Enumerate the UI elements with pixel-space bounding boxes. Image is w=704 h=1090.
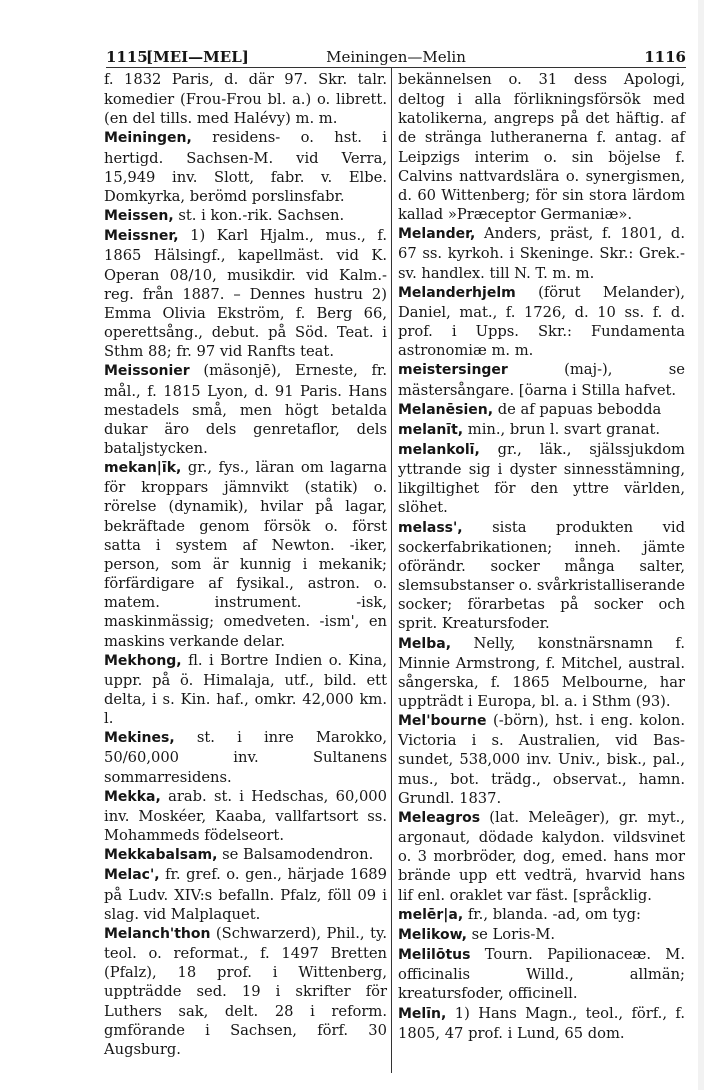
entry-text: se Loris-M. xyxy=(466,925,556,943)
section-range: [MEI—MEL] xyxy=(146,48,249,66)
entry xyxy=(104,651,387,729)
entry xyxy=(398,283,685,361)
entry-text: se Balsamodendron. xyxy=(217,846,374,864)
entry-lemma: Mekhong, xyxy=(104,652,182,669)
right-column xyxy=(398,70,685,1043)
entry xyxy=(398,808,685,905)
page-number-left: 1115 xyxy=(106,48,148,66)
entry-continuation xyxy=(398,70,685,224)
entry xyxy=(398,711,685,808)
entry xyxy=(104,865,387,923)
entry-text: 1) Karl Hjalm., mus., f. 1865 Hälsingf., kapellmäst. vid K. Operan 08/10, musikdir. vid Kalm.-reg. från 1887. – Dennes hustru 2) Emma Olivia Ekström, f. Berg 66, operettsång., debut. på Söd. Teat. i Sthm 88; fr. 97 vid Ranfts teat. xyxy=(104,227,387,361)
entry xyxy=(398,945,685,1003)
entry xyxy=(104,728,387,786)
entry xyxy=(398,400,685,420)
entry-text: fl. i Bortre Indien o. Kina, uppr. på ö. Himalaja, utf., bild. ett delta, i s. Kin. haf., omkr. 42,000 km. l. xyxy=(104,651,387,728)
entry xyxy=(398,1004,685,1043)
entry-text: fr. gref. o. gen., härjade 1689 på Ludv. XIV:s befalln. Pfalz, föll 09 i slag. vid Malplaquet. xyxy=(104,866,387,923)
page-number-right: 1116 xyxy=(644,48,686,66)
entry-text: Anders, präst, f. 1801, d. 67 ss. kyrkoh. i Skeninge. Skr.: Grek.-sv. handlex. till N. T. m. m. xyxy=(398,225,685,282)
entry-lemma: Melac', xyxy=(104,867,160,884)
entry-lemma: Mekines, xyxy=(104,730,175,747)
entry-lemma: Meiningen, xyxy=(104,130,192,147)
entry-text: gr., fys., läran om lagarna för kroppars jämnvikt (statik) o. rörelse (dynamik), hvilar på lagar, bekräftade genom försök o. först satta i system af Newton. -iker, person, som är kunnig i mekanik; förfärdigare af fysikal., astron. o. matem. instrument. -isk, maskinmässig; omedveten. -ism', en maskins verkande delar. xyxy=(104,459,387,650)
entry-lemma: Melikow, xyxy=(398,926,467,943)
entry-text: fr., blanda. -ad, om tyg: xyxy=(463,905,641,923)
entry-text: de af papuas bebodda xyxy=(493,400,662,418)
entry-text: (Schwarzerd), Phil., ty. teol. o. reformat., f. 1497 Bretten (Pfalz), 18 prof. i Wittenberg, uppträdde sed. 19 i skrifter för Luthers sak, delt. 28 i reform. gmförande i Sachsen, förf. 30 Augsburg. xyxy=(104,924,387,1058)
entry-continuation xyxy=(104,70,387,128)
entry-lemma: Melanch'thon xyxy=(104,925,211,942)
entry-lemma: Melanēsien, xyxy=(398,401,494,418)
entry-text: (maj-), se mästersångare. [öarna i Stilla hafvet. xyxy=(398,361,685,399)
entry-text: (förut Melander), Daniel, mat., f. 1726, d. 10 ss. f. d. prof. i Upps. Skr.: Fundamenta astronomiæ m. m. xyxy=(398,283,685,360)
entry-lemma: Melanderhjelm xyxy=(398,284,516,301)
entry xyxy=(398,518,685,634)
entry-lemma: Mekka, xyxy=(104,788,161,805)
entry xyxy=(398,420,685,440)
entry xyxy=(104,206,387,226)
entry xyxy=(398,925,685,945)
entry-lemma: Meissen, xyxy=(104,208,174,225)
entry xyxy=(398,634,685,712)
entry-lemma: Mekkabalsam, xyxy=(104,847,218,864)
entry xyxy=(398,224,685,282)
entry-text: Nelly, konstnärsnamn f. Minnie Armstrong, f. Mitchel, austral. sångerska, f. 1865 Melbourne, har uppträdt i Europa, bl. a. i Sthm (93). xyxy=(398,634,685,710)
entry xyxy=(104,924,387,1059)
entry xyxy=(104,361,387,458)
entry xyxy=(104,787,387,845)
entry-lemma: Meissonier xyxy=(104,363,190,380)
header-rule xyxy=(106,67,686,68)
entry-text: st. i inre Marokko, 50/60,000 inv. Sultanens sommarresidens. xyxy=(104,729,387,786)
entry-text: (lat. Meleāger), gr. myt., argonaut, dödade kalydon. vildsvinet o. 3 morbröder, dog, emed. hans mor brände upp ett vedträ, hvarvid hans lif enl. oraklet var fäst. [språcklig. xyxy=(398,808,685,904)
entry-lemma: melēr|a, xyxy=(398,906,464,923)
column-divider xyxy=(391,68,392,1073)
entry xyxy=(398,360,685,399)
entry-text: bekännelsen o. 31 dess Apologi, deltog i alla förlikningsförsök med katolikerna, angreps på det häftig. af de stränga lutheranerna f. antag. af Leipzigs interim o. sin böjelse f. Calvins nattvardslära o. synergismen, d. 60 Wittenberg; för sin stora lärdom kallad »Præceptor Germaniæ». xyxy=(398,71,685,224)
entry-text: sista produkten vid sockerfabrikationen; inneh. jämte oförändr. socker många salter, slemsubstanser o. svårkristalliserande socker; förarbetas på socker och sprit. Kreatursfoder. xyxy=(398,518,685,633)
entry-lemma: Melander, xyxy=(398,226,476,243)
entry-lemma: Mel'bourne xyxy=(398,713,487,730)
entry-lemma: Melilōtus xyxy=(398,947,471,964)
entry-text: 1) Hans Magn., teol., förf., f. 1805, 47 prof. i Lund, 65 dom. xyxy=(398,1004,685,1042)
entry-lemma: Meissner, xyxy=(104,228,179,245)
entry-text: f. 1832 Paris, d. där 97. Skr. talr. komedier (Frou-Frou bl. a.) o. librett. (en del tills. med Halévy) m. m. xyxy=(104,71,387,128)
entry-lemma: melankolī, xyxy=(398,441,480,458)
entry-text: arab. st. i Hedschas, 60,000 inv. Moskéer, Kaaba, vallfartsort ss. Mohammeds födelseort. xyxy=(104,787,387,845)
entry-lemma: Melba, xyxy=(398,635,452,652)
entry-lemma: melass', xyxy=(398,519,463,536)
entry-text: gr., läk., själssjukdom yttrande sig i dyster sinnesstämning, likgiltighet för den yttre världen, slöhet. xyxy=(398,440,685,517)
entry-text: min., brun l. svart granat. xyxy=(463,420,661,438)
entry-lemma: Meleagros xyxy=(398,809,481,826)
entry-text: residens- o. hst. i hertigd. Sachsen-M. vid Verra, 15,949 inv. Slott, fabr. v. Elbe. Domkyrka, berömd porslinsfabr. xyxy=(104,129,387,205)
entry xyxy=(104,845,387,865)
entry-lemma: mekan|īk, xyxy=(104,460,182,477)
entry-text: (-börn), hst. i eng. kolon. Victoria i s. Australien, vid Bas-sundet, 538,000 inv. Univ., bisk., pal., mus., bot. trädg., observat., hamn. Grundl. 1837. xyxy=(398,712,685,807)
left-column xyxy=(104,70,387,1059)
entry-lemma: Melīn, xyxy=(398,1005,447,1022)
entry-text: Tourn. Papilionaceæ. M. officinalis Willd., allmän; kreatursfoder, officinell. xyxy=(398,946,685,1003)
entry xyxy=(104,226,387,361)
page-edge xyxy=(698,0,704,1090)
entry-text: st. i kon.-rik. Sachsen. xyxy=(173,207,345,225)
entry xyxy=(104,128,387,206)
entry xyxy=(398,440,685,518)
entry xyxy=(398,905,685,925)
entry-lemma: meistersinger xyxy=(398,362,508,379)
running-title: Meiningen—Melin xyxy=(326,48,466,66)
entry-lemma: melanīt, xyxy=(398,421,464,438)
entry-text: (mäsonjē), Erneste, fr. mål., f. 1815 Lyon, d. 91 Paris. Hans mestadels små, men högt betalda dukar äro dels genretaflor, dels bataljstycken. xyxy=(104,362,387,457)
entry xyxy=(104,458,387,651)
